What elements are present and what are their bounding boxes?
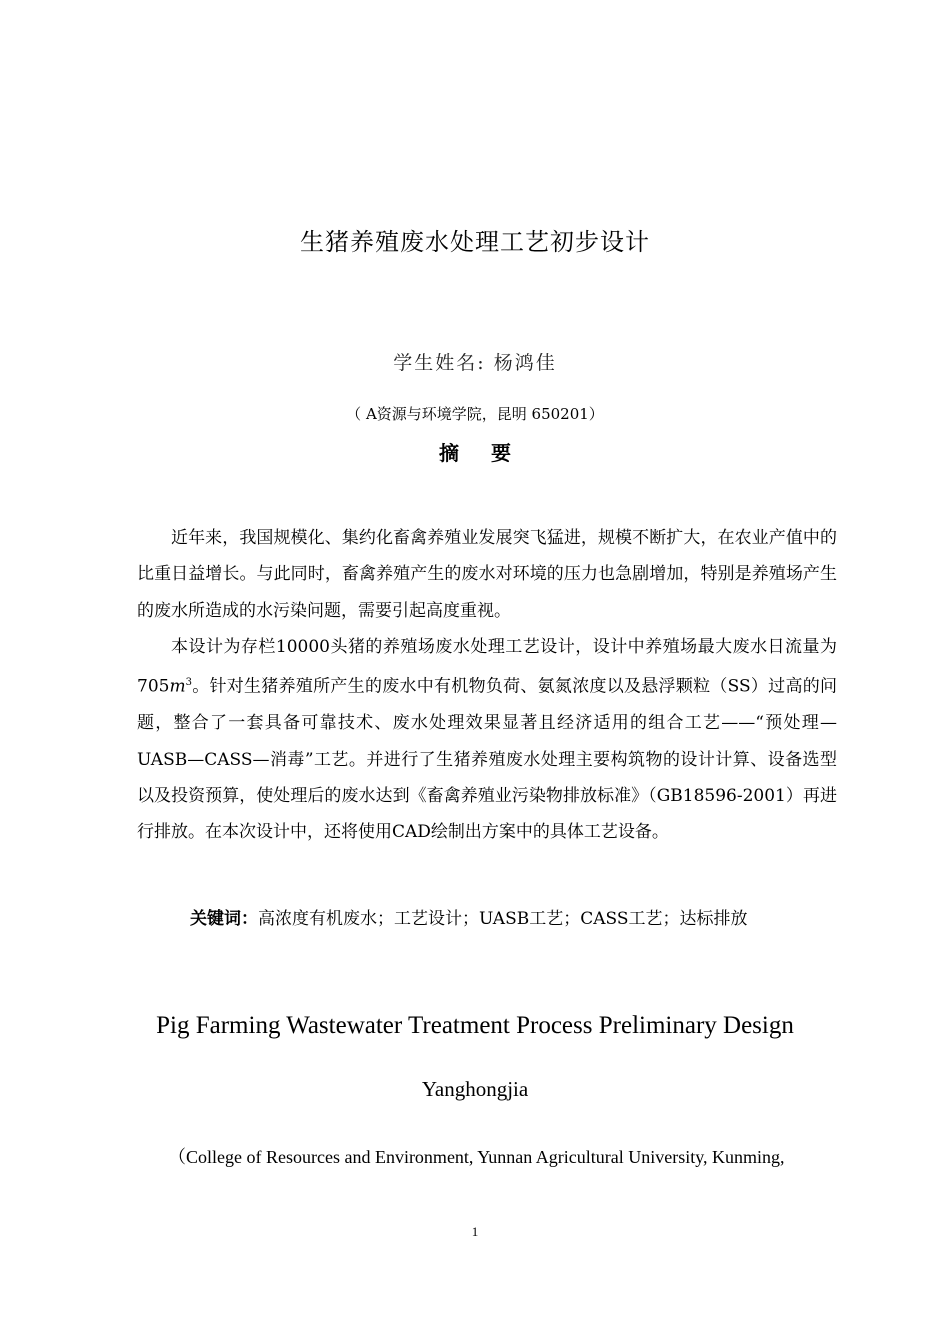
chinese-author-name: 学生姓名: 杨鸿佳 (393, 352, 557, 374)
english-title: Pig Farming Wastewater Treatment Process Preliminary Design (156, 1012, 794, 1039)
keywords-label: 关键词： (190, 909, 258, 929)
page-number: 1 (471, 1224, 479, 1239)
abstract-paragraph-2 (137, 629, 837, 850)
keywords-text: 高浓度有机废水；工艺设计；UASB工艺；CASS工艺；达标排放 (258, 909, 748, 929)
chinese-affiliation: （ A资源与环境学院，昆明 650201） (346, 405, 604, 423)
english-author-name: Yanghongjia (421, 1077, 529, 1101)
volume-unit: m (169, 676, 186, 697)
paragraph-2-text-after: 。针对生猪养殖所产生的废水中有机物负荷、氨氮浓度以及悬浮颗粒（SS）过高的问题，整合了一套具备可靠技术、废水处理效果显著且经济适用的组合工艺——“预处理—UASB—CASS—消毒”工艺。并进行了生猪养殖废水处理主要构筑物的设计计算、设备选型以及投资预算，使处理后的废水达到《畜禽养殖业污染物排放标准》（GB18596-2001）再进行排放。在本次设计中，还将使用CAD绘制出方案中的具体工艺设备。 (137, 676, 837, 843)
keywords-line (190, 904, 748, 929)
abstract-paragraph-1: 近年来，我国规模化、集约化畜禽养殖业发展突飞猛进，规模不断扩大，在农业产值中的比重日益增长。与此同时，畜禽养殖产生的废水对环境的压力也急剧增加，特别是养殖场产生的废水所造成的水污染问题，需要引起高度重视。 (137, 528, 837, 621)
abstract-heading-char-2: 要 (491, 441, 511, 465)
abstract-heading-char-1: 摘 (439, 441, 459, 465)
english-affiliation: （College of Resources and Environment, Yunnan Agricultural University, Kunming, (168, 1147, 785, 1167)
abstract-heading (0, 437, 950, 466)
volume-unit-exponent: 3 (185, 677, 192, 689)
chinese-title: 生猪养殖废水处理工艺初步设计 (300, 228, 650, 256)
paragraph-2-text-before: 本设计为存栏10000头猪的养殖场废水处理工艺设计，设计中养殖场最大废水日流量为705 (137, 637, 837, 697)
